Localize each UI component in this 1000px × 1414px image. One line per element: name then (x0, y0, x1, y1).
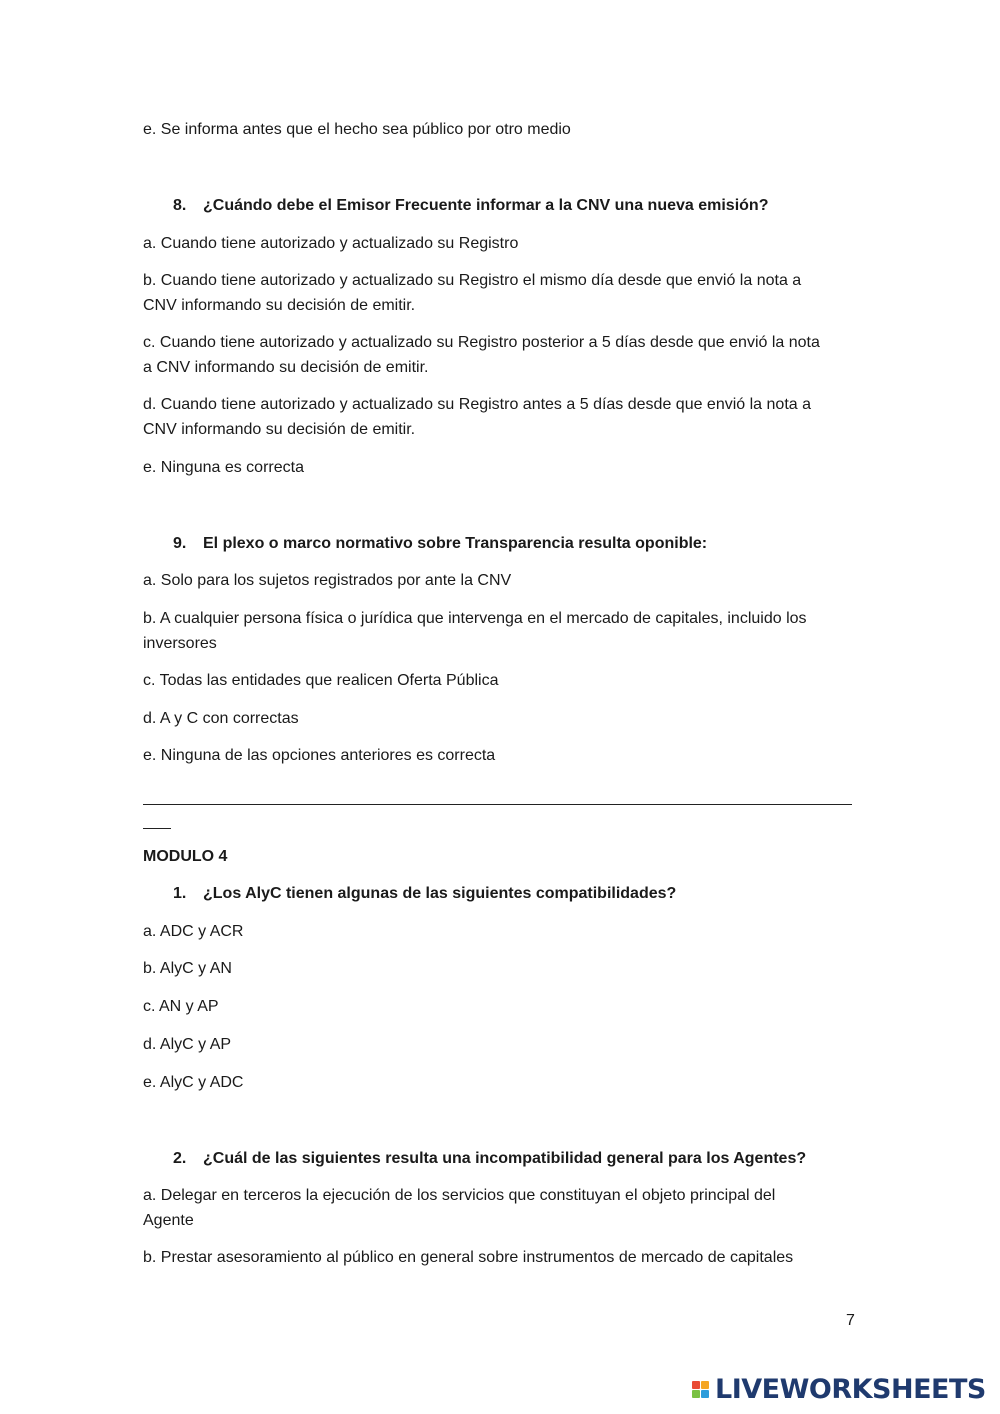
q8-option-a: a. Cuando tiene autorizado y actualizado su Registro (143, 235, 519, 252)
module-title: MODULO 4 (143, 848, 228, 865)
separator-line-tail (143, 828, 171, 829)
module4-question-2-text: ¿Cuál de las siguientes resulta una incompatibilidad general para los Agentes? (203, 1150, 807, 1167)
question-9 (173, 532, 707, 556)
q8-option-b-line2: CNV informando su decisión de emitir. (143, 297, 416, 314)
page-number: 7 (846, 1312, 855, 1329)
q8-option-c-line2: a CNV informando su decisión de emitir. (143, 359, 429, 376)
logo-square-orange (701, 1381, 709, 1389)
q8-option-e: e. Ninguna es correcta (143, 459, 304, 476)
question-9-number: 9. (173, 535, 187, 552)
logo-square-green (692, 1390, 700, 1398)
logo-square-blue (701, 1390, 709, 1398)
m4q1-option-d: d. AlyC y AP (143, 1036, 232, 1053)
separator-line (143, 804, 852, 805)
m4q1-option-b: b. AlyC y AN (143, 960, 232, 977)
question-9-text: El plexo o marco normativo sobre Transparencia resulta oponible: (203, 535, 708, 552)
m4q2-option-a-line2: Agente (143, 1212, 194, 1229)
question-8-number: 8. (173, 197, 187, 214)
module4-question-1-text: ¿Los AlyC tienen algunas de las siguientes compatibilidades? (203, 885, 677, 902)
module4-question-2-number: 2. (173, 1150, 187, 1167)
question-8 (173, 194, 768, 218)
module4-question-1-number: 1. (173, 885, 187, 902)
q9-option-b-line1: b. A cualquier persona física o jurídica que intervenga en el mercado de capitales, incluido los (143, 610, 807, 627)
option-e-previous: e. Se informa antes que el hecho sea público por otro medio (143, 121, 571, 138)
q8-option-c-line1: c. Cuando tiene autorizado y actualizado su Registro posterior a 5 días desde que envió la nota (143, 334, 820, 351)
q9-option-b-line2: inversores (143, 635, 217, 652)
q8-option-d-line1: d. Cuando tiene autorizado y actualizado su Registro antes a 5 días desde que envió la nota a (143, 396, 812, 413)
m4q1-option-c: c. AN y AP (143, 998, 219, 1015)
liveworksheets-logo-icon (692, 1381, 709, 1398)
m4q1-option-a: a. ADC y ACR (143, 923, 244, 940)
liveworksheets-logo (692, 1372, 986, 1406)
question-8-text: ¿Cuándo debe el Emisor Frecuente informar a la CNV una nueva emisión? (203, 197, 769, 214)
m4q1-option-e: e. AlyC y ADC (143, 1074, 244, 1091)
q9-option-d: d. A y C con correctas (143, 710, 299, 727)
q8-option-d-line2: CNV informando su decisión de emitir. (143, 421, 416, 438)
q9-option-c: c. Todas las entidades que realicen Oferta Pública (143, 672, 499, 689)
q9-option-e: e. Ninguna de las opciones anteriores es correcta (143, 747, 496, 764)
m4q2-option-b: b. Prestar asesoramiento al público en general sobre instrumentos de mercado de capitales (143, 1249, 794, 1266)
q9-option-a: a. Solo para los sujetos registrados por ante la CNV (143, 572, 512, 589)
logo-square-red (692, 1381, 700, 1389)
liveworksheets-brand-name: LIVEWORKSHEETS (715, 1373, 986, 1405)
module4-question-2 (173, 1147, 806, 1171)
q8-option-b-line1: b. Cuando tiene autorizado y actualizado su Registro el mismo día desde que envió la nota a (143, 272, 802, 289)
m4q2-option-a-line1: a. Delegar en terceros la ejecución de los servicios que constituyan el objeto principal del (143, 1187, 776, 1204)
module4-question-1 (173, 882, 676, 906)
